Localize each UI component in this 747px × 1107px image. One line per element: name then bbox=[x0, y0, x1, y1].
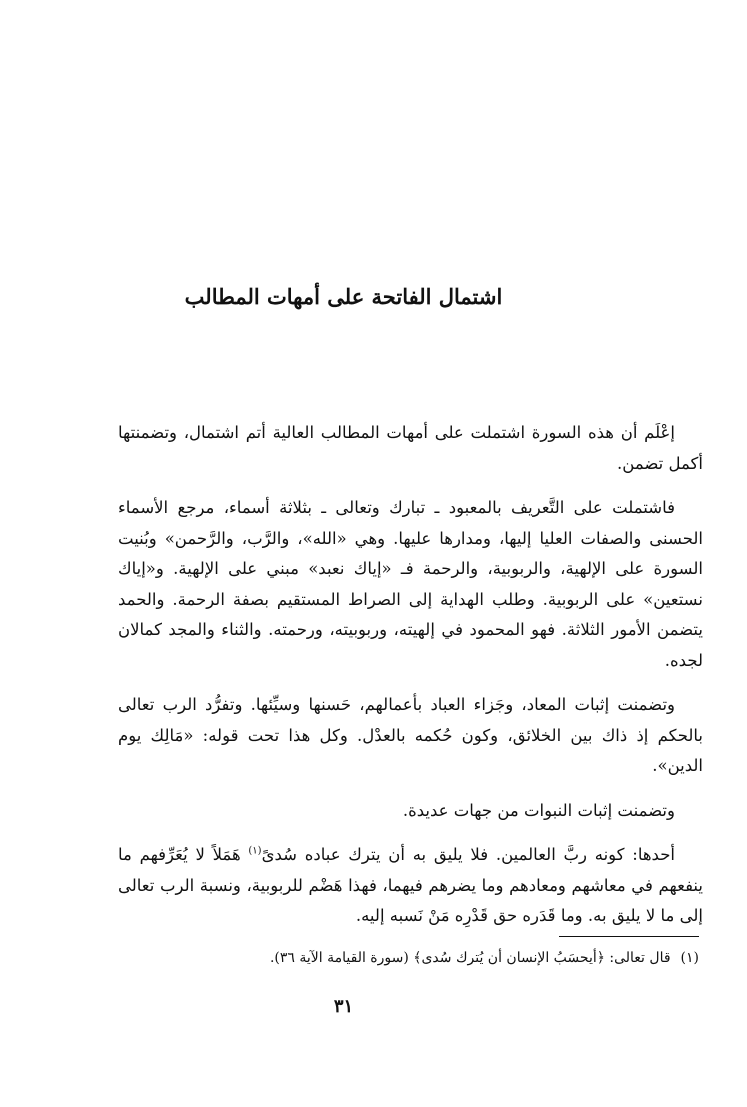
paragraph-3: وتضمنت إثبات المعاد، وجَزاء العباد بأعمالهم، حَسنها وسيِّئها. وتفرُّد الرب تعالى بالحكم إذ ذاك بين الخلائق، وكون حُكمه بالعدْل. وكل هذا تحت قوله: «مَالِك يوم الدين». bbox=[118, 695, 703, 775]
chapter-title: اشتمال الفاتحة على أمهات المطالب bbox=[184, 284, 503, 309]
footnote-separator bbox=[559, 936, 699, 937]
paragraph-5-before-ref: أحدها: كونه ربَّ العالمين. فلا يليق به أن يترك عباده سُدىً bbox=[261, 845, 675, 864]
footnote-number: (١) bbox=[680, 950, 699, 966]
paragraph-1: إعْلَم أن هذه السورة اشتملت على أمهات المطالب العالية أتم اشتمال، وتضمنتها أكمل تضمن. bbox=[118, 423, 703, 473]
page-number: ٣١ bbox=[333, 996, 354, 1017]
paragraph-4: وتضمنت إثبات النبوات من جهات عديدة. bbox=[402, 800, 675, 820]
paragraph-2: فاشتملت على التَّعريف بالمعبود ـ تبارك وتعالى ـ بثلاثة أسماء، مرجع الأسماء الحسنى والصفات العليا إليها، ومدارها عليها. وهي «الله»، والرَّب، والرَّحمن» وبُنيت السورة على الإلهية، والربوبية، والرحمة فـ «إياك نعبد» مبني على الإلهية. و«إياك نستعين» على الربوبية. وطلب الهداية إلى الصراط المستقيم بصفة الرحمة. والحمد يتضمن الأمور الثلاثة. فهو المحمود في إلهيته، وربوبيته، ورحمته. والثناء والمجد كمالان لجده. bbox=[118, 498, 704, 670]
footnote bbox=[114, 946, 699, 970]
footnote-text: قال تعالى: ﴿أيحسَبُ الإنسان أن يُترك سُدى﴾ (سورة القيامة الآية ٣٦). bbox=[269, 950, 671, 966]
footnote-reference: (١) bbox=[248, 845, 262, 857]
paragraph-5 bbox=[118, 840, 703, 932]
paragraph-5-after-ref: هَمَلاً لا يُعَرِّفهم ما ينفعهم في معاشهم ومعادهم وما يضرهم فيهما، فهذا هَضْم للربوبية، ونسبة الرب تعالى إلى ما لا يليق به. وما قَدَره حق قَدْرِه مَنْ نَسبه إليه. bbox=[118, 845, 703, 925]
body-text bbox=[118, 418, 703, 946]
